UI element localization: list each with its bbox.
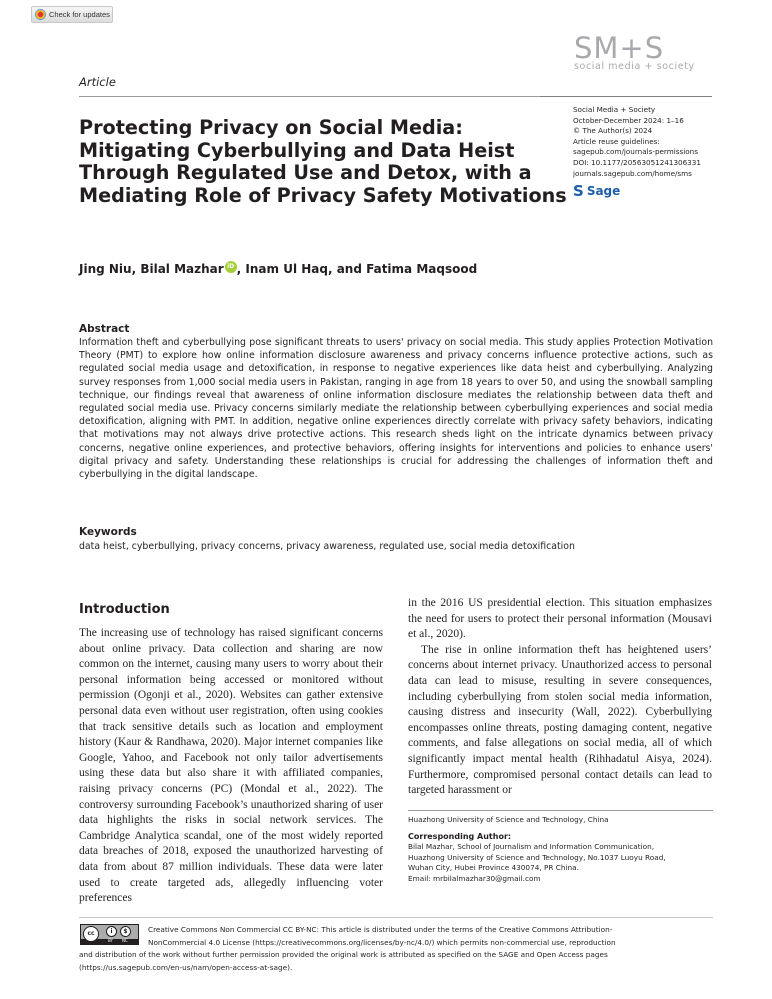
corresponding-author-line: Wuhan City, Hubei Province 430074, PR China. (408, 863, 579, 872)
journal-logo-subtitle: social media + society (574, 61, 695, 72)
journal-logo-mark: SM+S (574, 31, 665, 65)
publisher-name: Sage (586, 184, 621, 198)
license-line: NonCommercial 4.0 License (https://creativecommons.org/licenses/by-nc/4.0/) which permits non-commercial use, reproduction (148, 937, 616, 947)
footnotes (408, 815, 718, 884)
header-divider-right (540, 96, 712, 97)
author-list (79, 261, 477, 276)
corresponding-author-email[interactable]: Email: mrbilalmazhar30@gmail.com (408, 873, 541, 883)
body-column-right (408, 596, 712, 799)
license-line: (https://us.sagepub.com/en-us/nam/open-access-at-sage). (79, 962, 293, 972)
cc-by-nc-badge[interactable] (80, 924, 139, 945)
copyright: © The Author(s) 2024 (573, 126, 653, 136)
title-line: Mediating Role of Privacy Safety Motivations (79, 183, 567, 207)
authors-part-2: , Inam Ul Haq, and Fatima Maqsood (236, 262, 478, 276)
authors-part-1: Jing Niu, Bilal Mazhar (79, 262, 224, 276)
title-line: Protecting Privacy on Social Media: (79, 116, 463, 139)
corresponding-author-heading: Corresponding Author: (408, 831, 512, 841)
check-for-updates-label: Check for updates (49, 10, 110, 19)
journal-name: Social Media + Society (573, 105, 656, 114)
body-paragraph: The rise in online information theft has heightened users’ concerns about internet privacy. Unauthorized access to personal data can lead to misuse, resulting in severe consequences, including cyberbullying from stolen social media information, causing distress and insecurity (Wall, 2022). Cyberbullying encompasses online threats, posting damaging content, negative comments, and false allegations on social media, all of which significantly impact mental health (Rihhadatul Aisya, 2024). Furthermore, compromised personal contact details can lead to targeted harassment or (408, 643, 712, 797)
journal-home-link[interactable]: journals.sagepub.com/home/sms (573, 168, 692, 178)
footnote-divider (408, 810, 713, 811)
license-line: Creative Commons Non Commercial CC BY-NC: This article is distributed under the terms of the Creative Commons Attribution- (148, 925, 613, 934)
permissions-link[interactable]: sagepub.com/journals-permissions (573, 147, 698, 157)
issue-info: October-December 2024: 1–16 (573, 115, 684, 125)
title-line: Through Regulated Use and Detox, with a (79, 161, 532, 184)
keywords-text: data heist, cyberbullying, privacy concerns, privacy awareness, regulated use, social media detoxification (79, 541, 575, 552)
body-paragraph: in the 2016 US presidential election. This situation emphasizes the need for users to protect their personal information (Mousavi et al., 2020). (408, 597, 712, 641)
corresponding-author-line: Bilal Mazhar, School of Journalism and Information Communication, (408, 842, 655, 851)
publisher-logo (573, 182, 620, 200)
title-line: Mitigating Cyberbullying and Data Heist (79, 138, 515, 162)
cc-icon: cc (83, 926, 99, 942)
doi-link[interactable]: DOI: 10.1177/20563051241306331 (573, 157, 701, 167)
noncommercial-icon: $ (120, 926, 131, 937)
crossmark-icon (35, 9, 46, 20)
license-text (79, 924, 719, 974)
abstract-heading: Abstract (79, 323, 130, 335)
article-type-label: Article (79, 75, 116, 89)
attribution-icon: i (106, 926, 117, 937)
introduction-heading: Introduction (79, 602, 170, 617)
check-for-updates-button[interactable] (31, 6, 113, 23)
nc-label: NC (122, 938, 128, 943)
license-line: and distribution of the work without further permission provided the original work is attributed as specified on the SAGE and Open Access pages (79, 950, 608, 960)
journal-logo (574, 33, 714, 72)
header-divider-left (79, 96, 549, 97)
reuse-guidelines-label: Article reuse guidelines: (573, 136, 660, 146)
license-divider (79, 917, 713, 918)
by-label: BY (108, 938, 113, 943)
author-affiliation: Huazhong University of Science and Technology, China (408, 815, 609, 824)
article-title (79, 117, 569, 207)
sage-s-icon: S (573, 182, 584, 200)
journal-metadata (573, 105, 701, 179)
body-column-left (79, 626, 383, 907)
corresponding-author-line: Huazhong University of Science and Technology, No.1037 Luoyu Road, (408, 852, 666, 862)
keywords-heading: Keywords (79, 526, 137, 538)
abstract-text: Information theft and cyberbullying pose significant threats to users' privacy on social media. This study applies Protection Motivation Theory (PMT) to explore how online information disclosure awareness and privacy concerns influence protective actions, such as regulated social media usage and detoxification, in response to negative experiences like data heist and cyberbullying. Analyzing survey responses from 1,000 social media users in Pakistan, ranging in age from 18 years to over 50, and using the snowball sampling technique, our findings reveal that awareness of online information disclosure mediates the relationship between data theft and regulated social media use. Privacy concerns similarly mediate the relationship between cyberbullying experiences and social media detoxification, aligning with PMT. In addition, negative online experiences directly correlate with privacy safety behaviors, indicating that motivations may not always drive protective actions. This research sheds light on the intricate dynamics between privacy concerns, negative online experiences, and protective behaviors, offering insights for interventions and policies to enhance users' digital privacy and safety. Understanding these relationships is crucial for addressing the challenges of information theft and cyberbullying in the digital landscape. (79, 337, 713, 481)
orcid-icon[interactable]: iD (225, 261, 237, 273)
body-paragraph: The increasing use of technology has raised significant concerns about online privacy. Data collection and sharing are now common on the internet, causing many users to worry about their personal information being accessed or monitored without permission (Ogonji et al., 2020). Websites can gather extensive personal data even without user registration, often using cookies that track sensitive details such as location and employment history (Kaur & Randhawa, 2020). Major internet companies like Google, Yahoo, and Facebook not only tailor advertisements using these data but also share it with affiliated companies, raising privacy concerns (PC) (Mondal et al., 2022). The controversy surrounding Facebook’s unauthorized sharing of user data highlights the risks in social network services. The Cambridge Analytica scandal, one of the most widely reported data breaches of 2018, exposed the unauthorized harvesting of data from about 87 million individuals. These data were later used to create targeted ads, allegedly influencing voter preferences (79, 627, 383, 905)
